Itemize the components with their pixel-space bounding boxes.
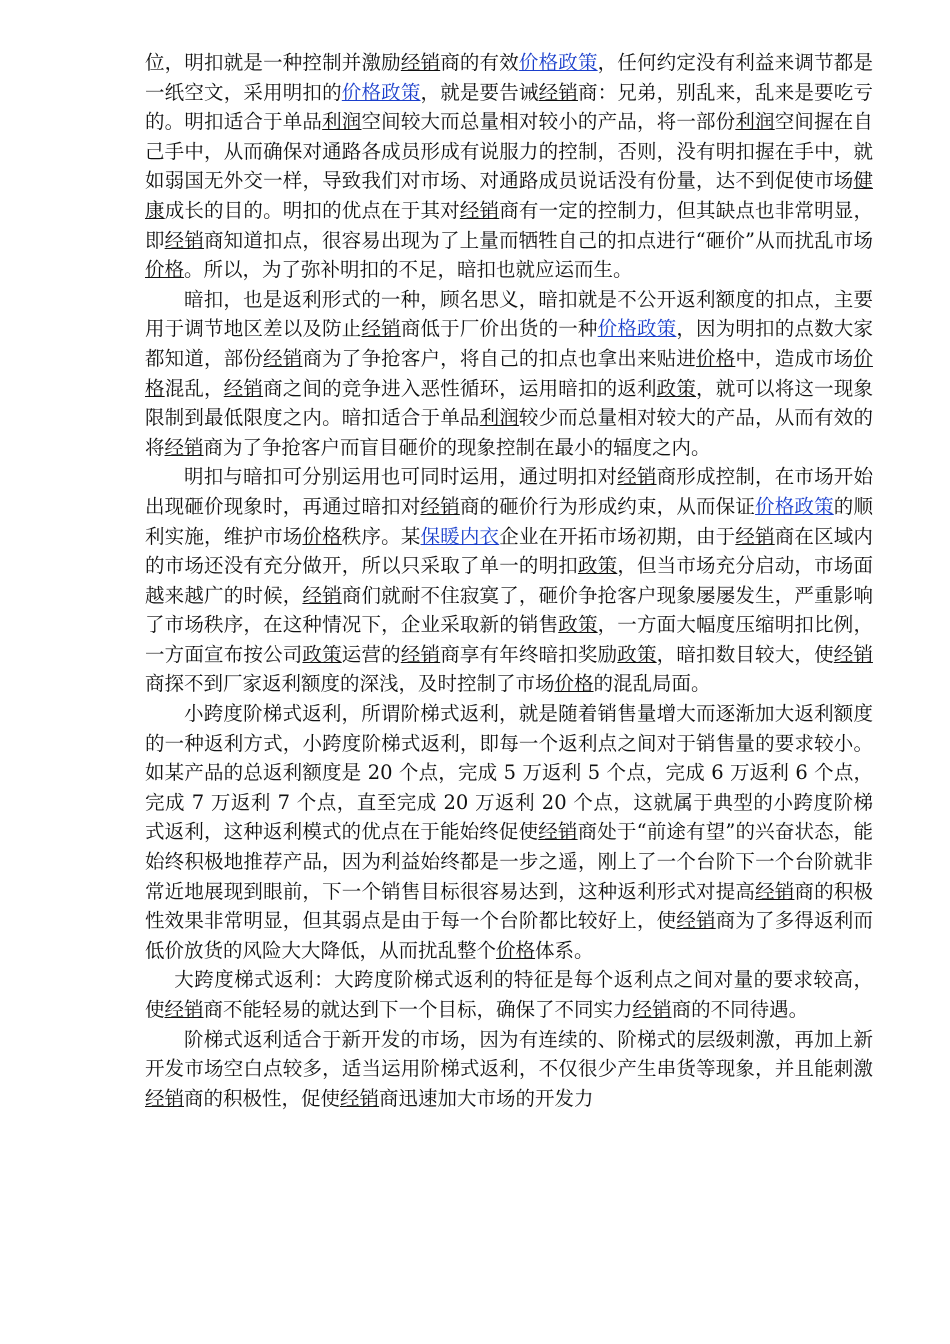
text-run: 商：兄弟，别乱来，乱来是要吃亏的。明扣适合于单品	[145, 80, 873, 134]
text-run: 暗扣，也是返利形式的一种，顾名思义，暗扣就是不公开返利额度的扣点，主要用于调节地区差以及防止	[145, 287, 873, 341]
underlined-term: 经销	[223, 376, 264, 400]
hyperlink-term[interactable]: 保暖内衣	[420, 524, 500, 548]
underlined-term: 价格	[496, 938, 536, 962]
text-run: 商为了争抢客户，将自己的扣点也拿出来贴进	[302, 346, 696, 370]
text-run: ，任何约定没有利益来调节都是一纸空文，采用明扣的	[145, 51, 873, 104]
underlined-term: 经销	[676, 909, 716, 933]
underlined-term: 政策	[302, 642, 342, 666]
underlined-term: 经销	[164, 998, 204, 1021]
text-run: ，但当市场充分启动，市场面越来越广的时候，	[145, 554, 873, 607]
underlined-term: 经销	[735, 524, 775, 548]
underlined-term: 价格	[145, 258, 185, 282]
underlined-term: 经销	[617, 465, 657, 489]
underlined-term: 政策	[656, 376, 697, 400]
text-run: 企业在开拓市场初期，由于	[499, 524, 736, 548]
text-run: 商探不到厂家返利额度的深浅，及时控制了市场	[145, 672, 555, 696]
text-run: 较少而总量相对较大的产品，从而有效的将	[145, 406, 873, 459]
text-run: 商们就耐不住寂寞了，砸价争抢客户现象屡屡发生，严重影响了市场秩序，在这种情况下，企业采取新的销售	[145, 583, 873, 637]
text-run: 商为了多得返利而低价放货的风险大大降低，从而扰乱整个	[145, 909, 873, 962]
text-run: 小跨度阶梯式返利，所谓阶梯式返利，就是随着销售量增大而逐渐加大返利额度的一种返利方式，小跨度阶梯式返利，即每一个返利点之间对于销售量的要求较小。如某产品的总返利额度是 20 个点，完成 5 万返利 5 个点，完成 6 万返利 6 个点，完成 7 万返利 7 个点，直至完成 20 万返利 20 个点，这就属于典型的小跨度阶梯式返利，这种返利模式的优点在于能始终促使	[145, 702, 873, 844]
paragraph	[145, 965, 873, 1024]
underlined-term: 经销	[833, 642, 873, 666]
underlined-term: 经销	[263, 346, 303, 370]
text-run: 体系。	[535, 938, 594, 962]
text-run: 商形成控制，在市场开始出现砸价现象时，再通过暗扣对	[145, 465, 873, 518]
text-run: 商的积极性，促使	[184, 1086, 341, 1110]
text-run: 的顺利实施，维护市场	[145, 494, 873, 548]
paragraph	[145, 1025, 873, 1114]
text-run: 混乱，	[164, 376, 224, 400]
text-run: 空间较大而总量相对较小的产品，将一部份	[361, 110, 736, 134]
text-run: 商迅速加大市场的开发力	[379, 1086, 594, 1110]
underlined-term: 政策	[577, 554, 618, 578]
underlined-term: 经销	[400, 642, 441, 666]
text-run: 商的积极性效果非常明显，但其弱点是由于每一个台阶都比较好上，使	[145, 879, 873, 933]
underlined-term: 健康	[145, 169, 873, 222]
underlined-term: 经销	[538, 80, 578, 104]
text-run: 商有一定的控制力，但其缺点也非常明显，即	[145, 198, 873, 252]
underlined-term: 价格	[302, 524, 342, 548]
text-run: 。所以，为了弥补明扣的不足，暗扣也就应运而生。	[184, 258, 633, 282]
underlined-term: 经销	[459, 198, 500, 222]
underlined-term: 政策	[558, 613, 598, 637]
underlined-term: 经销	[340, 1086, 380, 1110]
text-run: 大跨度梯式返利：大跨度阶梯式返利的特征是每个返利点之间对量的要求较高，使	[145, 968, 873, 1021]
text-run: 商之间的竞争进入恶性循环，运用暗扣的返利	[263, 376, 657, 400]
text-run: 商为了争抢客户而盲目砸价的现象控制在最小的辐度之内。	[203, 435, 711, 459]
text-run: 空间握在自己手中，从而确保对通路各成员形成有说服力的控制，否则，没有明扣握在手中，就如弱国无外交一样，导致我们对市场、对通路成员说话没有份量，达不到促使市场	[145, 110, 873, 193]
text-run: 商的有效	[440, 51, 519, 74]
text-run: 明扣与暗扣可分别运用也可同时运用，通过明扣对	[184, 465, 618, 489]
text-run: 的混乱局面。	[593, 672, 711, 696]
paragraph	[145, 699, 873, 965]
underlined-term: 价格	[696, 346, 736, 370]
text-run: ，就是要告诫	[420, 80, 539, 104]
text-run: 商知道扣点，很容易出现为了上量而牺牲自己的扣点进行“砸价”从而扰乱市场	[204, 228, 873, 252]
hyperlink-term[interactable]: 价格政策	[755, 494, 834, 518]
underlined-term: 经销	[538, 820, 578, 844]
underlined-term: 政策	[617, 642, 657, 666]
text-run: 商的不同待遇。	[671, 998, 809, 1021]
text-run: 商不能轻易的就达到下一个目标，确保了不同实力	[203, 998, 633, 1021]
text-run: 商处于“前途有望”的兴奋状态，能始终积极地推荐产品，因为利益始终都是一步之遥，刚上了一个台阶下一个台阶就非常近地展现到眼前，下一个销售目标很容易达到，这种返利形式对提高	[145, 820, 873, 903]
underlined-term: 经销	[632, 998, 672, 1021]
hyperlink-term[interactable]: 价格政策	[341, 80, 421, 104]
underlined-term: 经销	[420, 494, 460, 518]
hyperlink-term[interactable]: 价格政策	[518, 51, 598, 74]
text-run: 商在区域内的市场还没有充分做开，所以只采取了单一的明扣	[145, 524, 873, 578]
paragraph	[145, 285, 873, 463]
underlined-term: 利润	[479, 406, 519, 430]
text-run: ，因为明扣的点数大家都知道，部份	[145, 317, 873, 370]
underlined-term: 经销	[400, 51, 441, 74]
text-run: 位，明扣就是一种控制并激励	[145, 51, 401, 74]
underlined-term: 价格	[554, 672, 594, 696]
underlined-term: 利润	[735, 110, 775, 134]
text-run: 秩序。某	[341, 524, 421, 548]
text-run: 运营的	[341, 642, 401, 666]
text-run: 商的砸价行为形成约束，从而保证	[459, 494, 756, 518]
text-run: 商享有年终暗扣奖励	[440, 642, 618, 666]
text-run: ，一方面大幅度压缩明扣比例，一方面宣布按公司	[145, 613, 873, 666]
underlined-term: 价格	[145, 346, 873, 400]
paragraph	[145, 48, 873, 285]
text-run: 阶梯式返利适合于新开发的市场，因为有连续的、阶梯式的层级刺激，再加上新开发市场空白点较多，适当运用阶梯式返利，不仅很少产生串货等现象，并且能刺激	[145, 1027, 873, 1081]
text-run: ，暗扣数目较大，使	[656, 642, 834, 666]
hyperlink-term[interactable]: 价格政策	[597, 317, 677, 341]
underlined-term: 经销	[361, 317, 401, 341]
underlined-term: 经销	[164, 435, 204, 459]
underlined-term: 经销	[145, 1086, 185, 1110]
text-run: 商低于厂价出货的一种	[400, 317, 598, 341]
underlined-term: 经销	[164, 228, 204, 252]
document-page	[145, 48, 873, 1113]
underlined-term: 经销	[302, 583, 342, 607]
underlined-term: 经销	[755, 879, 795, 903]
paragraph	[145, 462, 873, 699]
text-run: ，就可以将这一现象限制到最低限度之内。暗扣适合于单品	[145, 376, 873, 430]
text-run: 成长的目的。明扣的优点在于其对	[164, 198, 460, 222]
underlined-term: 利润	[322, 110, 362, 134]
text-run: 中，造成市场	[735, 346, 854, 370]
